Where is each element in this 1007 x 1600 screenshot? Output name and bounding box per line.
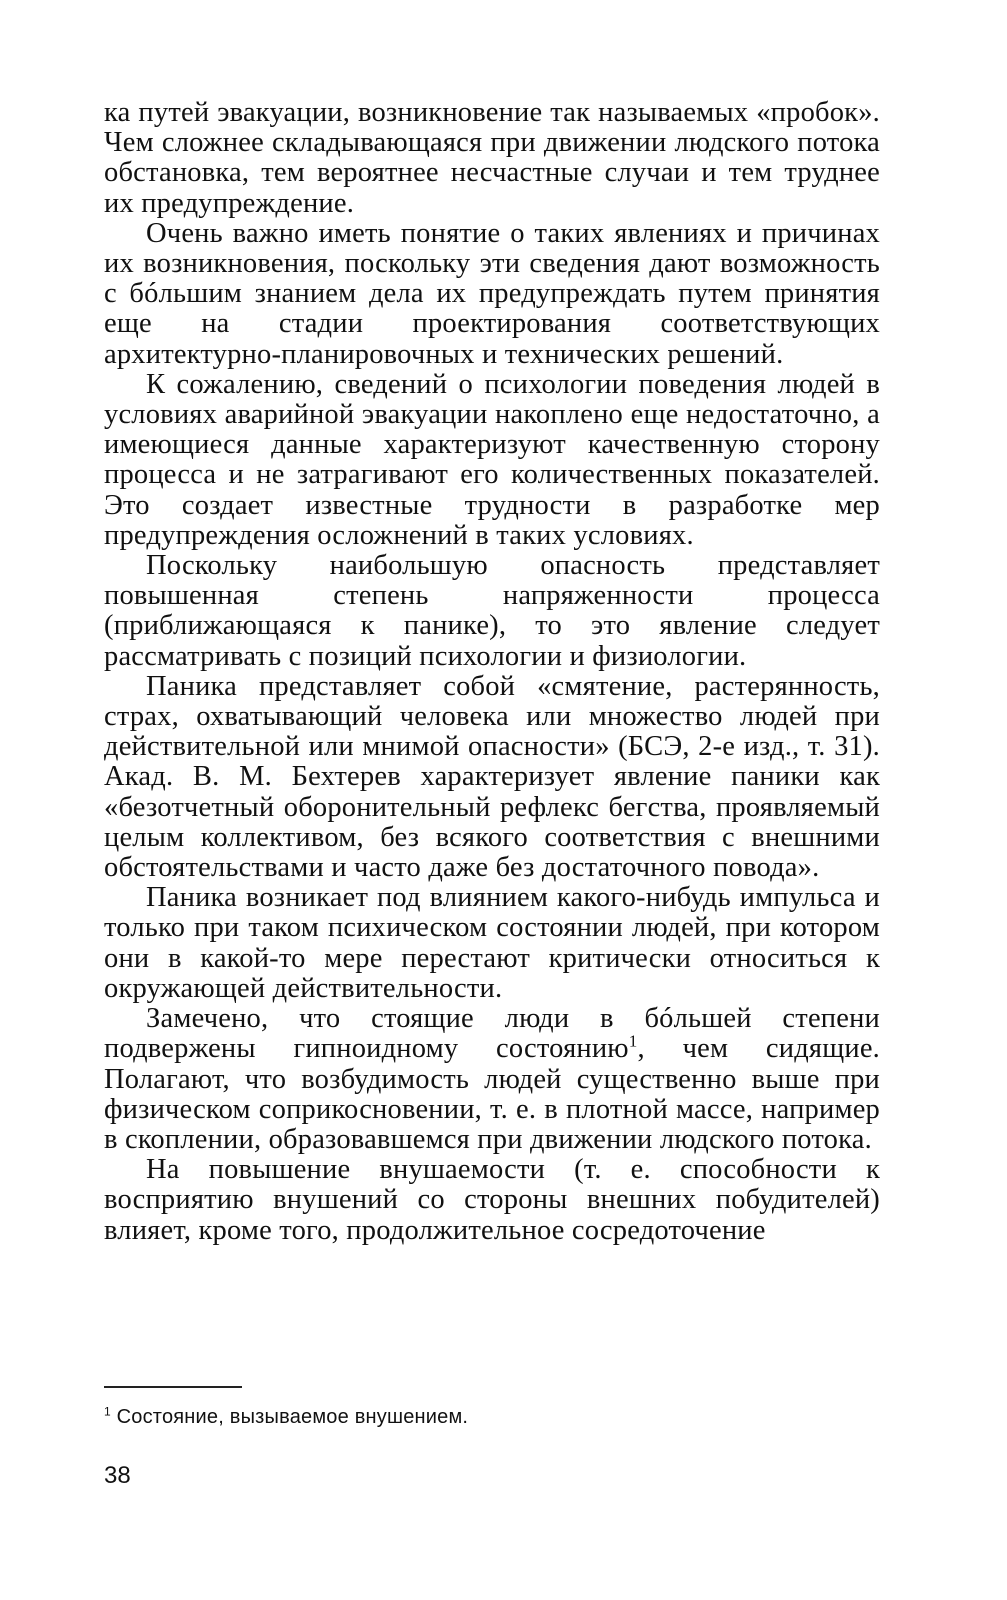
footnote-reference: 1 (628, 1031, 638, 1051)
paragraph-7-text-after: , чем сидящие. Полагают, что возбудимость людей существенно выше при физическом соприкосновении, т. е. в плотной массе, например в скоплении, образовавшемся при движении людского потока. (104, 1033, 880, 1155)
page-number: 38 (104, 1462, 131, 1489)
paragraph-7-text-before: Замечено, что стоящие люди в бóльшей степени подвержены гипноидному состоянию (104, 1003, 880, 1065)
paragraph-4: Поскольку наибольшую опасность представляет повышенная степень напряженности процесса (приближающаяся к панике), то это явление следует рассматривать с позиций психологии и физиологии. (104, 550, 880, 672)
footnote-divider (104, 1386, 242, 1388)
paragraph-8: На повышение внушаемости (т. е. способности к восприятию внушений со стороны внешних побудителей) влияет, кроме того, продолжительное сосредоточение (104, 1154, 880, 1246)
paragraph-7 (104, 1004, 880, 1155)
footnote-text: Состояние, вызываемое внушением. (116, 1406, 469, 1428)
paragraph-3: К сожалению, сведений о психологии поведения людей в условиях аварийной эвакуации накоплено еще недостаточно, а имеющиеся данные характеризуют качественную сторону процесса и не затрагивают его количественных показателей. Это создает известные трудности в разработке мер предупреждения осложнений в таких условиях. (104, 368, 880, 551)
paragraph-6: Паника возникает под влиянием какого-нибудь импульса и только при таком психическом состоянии людей, при котором они в какой-то мере перестают критически относиться к окружающей действительности. (104, 882, 880, 1004)
paragraph-1: ка путей эвакуации, возникновение так называемых «пробок». Чем сложнее складывающаяся при движении людского потока обстановка, тем вероятнее несчастные случаи и тем труднее их предупреждение. (104, 97, 880, 219)
page-body (104, 98, 880, 1246)
footnote-marker: 1 (104, 1404, 111, 1419)
paragraph-5: Паника представляет собой «смятение, растерянность, страх, охватывающий человека или множество людей при действительной или мнимой опасности» (БСЭ, 2-е изд., т. 31). Акад. В. М. Бехтерев характеризует явление паники как «безотчетный оборонительный рефлекс бегства, проявляемый целым коллективом, без всякого соответствия с внешними обстоятельствами и часто даже без достаточного повода». (104, 670, 880, 884)
paragraph-2: Очень важно иметь понятие о таких явлениях и причинах их возникновения, поскольку эти сведения дают возможность с бóльшим знанием дела их предупреждать путем принятия еще на стадии проектирования соответствующих архитектурно-планировочных и технических решений. (104, 217, 880, 370)
footnote (104, 1405, 468, 1429)
